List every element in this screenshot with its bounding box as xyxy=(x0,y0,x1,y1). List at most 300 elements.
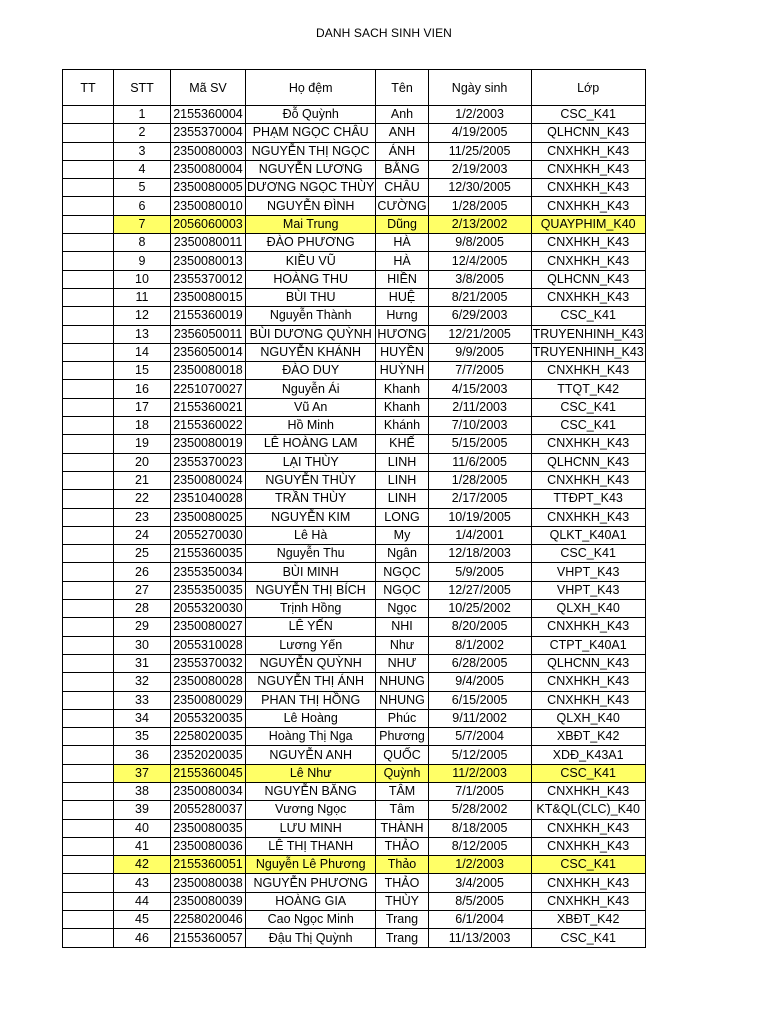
table-row xyxy=(63,654,646,672)
cell-masv: 2350080035 xyxy=(171,819,246,837)
cell-ngaysinh: 11/13/2003 xyxy=(428,929,531,947)
cell-masv: 2350080024 xyxy=(171,471,246,489)
cell-masv: 2350080005 xyxy=(171,179,246,197)
cell-masv: 2355350035 xyxy=(171,581,246,599)
cell-masv: 2350080011 xyxy=(171,234,246,252)
cell-ngaysinh: 6/29/2003 xyxy=(428,307,531,325)
cell-tt xyxy=(63,288,114,306)
cell-hodem: LẠI THÙY xyxy=(246,453,376,471)
cell-ten: LINH xyxy=(376,490,428,508)
cell-tt xyxy=(63,124,114,142)
table-row xyxy=(63,911,646,929)
cell-lop: CSC_K41 xyxy=(531,106,645,124)
cell-ten: ÁNH xyxy=(376,142,428,160)
cell-ngaysinh: 7/10/2003 xyxy=(428,417,531,435)
table-row xyxy=(63,929,646,947)
cell-ten: HÀ xyxy=(376,234,428,252)
cell-stt: 34 xyxy=(114,709,171,727)
page-title: DANH SACH SINH VIEN xyxy=(316,26,452,40)
cell-ten: THÙY xyxy=(376,892,428,910)
cell-ten: Ngọc xyxy=(376,600,428,618)
cell-masv: 2350080038 xyxy=(171,874,246,892)
cell-ngaysinh: 6/1/2004 xyxy=(428,911,531,929)
cell-ngaysinh: 9/9/2005 xyxy=(428,343,531,361)
cell-hodem: TRẦN THÙY xyxy=(246,490,376,508)
cell-hodem: NGUYỄN BĂNG xyxy=(246,782,376,800)
cell-lop: QLXH_K40 xyxy=(531,600,645,618)
cell-hodem: Lê Hoàng xyxy=(246,709,376,727)
table-row xyxy=(63,892,646,910)
cell-ten: Như xyxy=(376,636,428,654)
cell-ten: Khánh xyxy=(376,417,428,435)
cell-ten: Thảo xyxy=(376,856,428,874)
cell-masv: 2355370004 xyxy=(171,124,246,142)
cell-ngaysinh: 3/4/2005 xyxy=(428,874,531,892)
cell-masv: 2350080015 xyxy=(171,288,246,306)
cell-lop: CNXHKH_K43 xyxy=(531,160,645,178)
cell-lop: CNXHKH_K43 xyxy=(531,252,645,270)
cell-lop: XBĐT_K42 xyxy=(531,728,645,746)
table-row xyxy=(63,673,646,691)
table-row xyxy=(63,508,646,526)
cell-masv: 2356050011 xyxy=(171,325,246,343)
cell-masv: 2355370012 xyxy=(171,270,246,288)
cell-hodem: NGUYỄN ĐÌNH xyxy=(246,197,376,215)
table-row xyxy=(63,545,646,563)
cell-masv: 2055310028 xyxy=(171,636,246,654)
cell-ten: NHUNG xyxy=(376,691,428,709)
cell-lop: CNXHKH_K43 xyxy=(531,288,645,306)
header-masv: Mã SV xyxy=(171,70,246,106)
cell-hodem: HOÀNG THU xyxy=(246,270,376,288)
cell-hodem: LÊ YẾN xyxy=(246,618,376,636)
cell-masv: 2350080034 xyxy=(171,782,246,800)
table-row xyxy=(63,106,646,124)
cell-stt: 10 xyxy=(114,270,171,288)
cell-masv: 2350080018 xyxy=(171,362,246,380)
cell-ngaysinh: 12/18/2003 xyxy=(428,545,531,563)
cell-ngaysinh: 1/2/2003 xyxy=(428,106,531,124)
cell-ngaysinh: 10/19/2005 xyxy=(428,508,531,526)
table-row xyxy=(63,471,646,489)
cell-lop: CNXHKH_K43 xyxy=(531,874,645,892)
cell-stt: 9 xyxy=(114,252,171,270)
cell-stt: 30 xyxy=(114,636,171,654)
cell-stt: 25 xyxy=(114,545,171,563)
cell-stt: 18 xyxy=(114,417,171,435)
cell-masv: 2155360045 xyxy=(171,764,246,782)
cell-masv: 2350080003 xyxy=(171,142,246,160)
cell-stt: 42 xyxy=(114,856,171,874)
cell-masv: 2155360019 xyxy=(171,307,246,325)
cell-lop: CSC_K41 xyxy=(531,398,645,416)
cell-ten: Phúc xyxy=(376,709,428,727)
table-row xyxy=(63,746,646,764)
cell-hodem: Nguyễn Thành xyxy=(246,307,376,325)
cell-stt: 26 xyxy=(114,563,171,581)
table-row xyxy=(63,435,646,453)
cell-masv: 2352020035 xyxy=(171,746,246,764)
cell-ngaysinh: 5/12/2005 xyxy=(428,746,531,764)
cell-hodem: Lê Hà xyxy=(246,526,376,544)
cell-masv: 2155360021 xyxy=(171,398,246,416)
header-hodem: Họ đệm xyxy=(246,70,376,106)
cell-stt: 8 xyxy=(114,234,171,252)
cell-ten: TÂM xyxy=(376,782,428,800)
table-row xyxy=(63,215,646,233)
cell-masv: 2350080019 xyxy=(171,435,246,453)
cell-hodem: Cao Ngọc Minh xyxy=(246,911,376,929)
table-row xyxy=(63,856,646,874)
cell-masv: 2350080004 xyxy=(171,160,246,178)
cell-hodem: Nguyễn Thu xyxy=(246,545,376,563)
cell-ten: Ngân xyxy=(376,545,428,563)
cell-stt: 41 xyxy=(114,837,171,855)
cell-masv: 2350080039 xyxy=(171,892,246,910)
cell-stt: 4 xyxy=(114,160,171,178)
cell-lop: CNXHKH_K43 xyxy=(531,837,645,855)
cell-masv: 2055320030 xyxy=(171,600,246,618)
cell-masv: 2356050014 xyxy=(171,343,246,361)
cell-lop: CSC_K41 xyxy=(531,545,645,563)
cell-hodem: KIỀU VŨ xyxy=(246,252,376,270)
cell-tt xyxy=(63,179,114,197)
cell-ten: My xyxy=(376,526,428,544)
cell-lop: TRUYENHINH_K43 xyxy=(531,325,645,343)
cell-tt xyxy=(63,728,114,746)
cell-ten: Khanh xyxy=(376,380,428,398)
cell-hodem: BÙI MINH xyxy=(246,563,376,581)
cell-ten: NHI xyxy=(376,618,428,636)
cell-hodem: Nguyễn Lê Phương xyxy=(246,856,376,874)
cell-tt xyxy=(63,215,114,233)
cell-hodem: NGUYỄN THỊ NGỌC xyxy=(246,142,376,160)
table-row xyxy=(63,782,646,800)
cell-lop: CNXHKH_K43 xyxy=(531,435,645,453)
cell-masv: 2351040028 xyxy=(171,490,246,508)
cell-tt xyxy=(63,307,114,325)
table-row xyxy=(63,124,646,142)
cell-stt: 31 xyxy=(114,654,171,672)
cell-ten: HIỀN xyxy=(376,270,428,288)
cell-ngaysinh: 8/5/2005 xyxy=(428,892,531,910)
cell-tt xyxy=(63,545,114,563)
cell-hodem: Đậu Thị Quỳnh xyxy=(246,929,376,947)
cell-hodem: NGUYỄN PHƯƠNG xyxy=(246,874,376,892)
cell-masv: 2155360022 xyxy=(171,417,246,435)
cell-hodem: BÙI THU xyxy=(246,288,376,306)
cell-tt xyxy=(63,636,114,654)
cell-ten: Anh xyxy=(376,106,428,124)
cell-ten: HUỲNH xyxy=(376,362,428,380)
cell-ten: Trang xyxy=(376,929,428,947)
cell-hodem: Vương Ngọc xyxy=(246,801,376,819)
cell-ngaysinh: 6/28/2005 xyxy=(428,654,531,672)
table-row xyxy=(63,837,646,855)
cell-masv: 2350080027 xyxy=(171,618,246,636)
cell-ten: HUỆ xyxy=(376,288,428,306)
cell-ten: HƯƠNG xyxy=(376,325,428,343)
cell-ten: THÀNH xyxy=(376,819,428,837)
cell-ten: Hưng xyxy=(376,307,428,325)
cell-tt xyxy=(63,764,114,782)
cell-ngaysinh: 7/7/2005 xyxy=(428,362,531,380)
cell-stt: 37 xyxy=(114,764,171,782)
table-row xyxy=(63,819,646,837)
cell-tt xyxy=(63,234,114,252)
table-row xyxy=(63,490,646,508)
cell-hodem: Mai Trung xyxy=(246,215,376,233)
cell-lop: TTĐPT_K43 xyxy=(531,490,645,508)
cell-lop: CNXHKH_K43 xyxy=(531,179,645,197)
cell-ten: LINH xyxy=(376,471,428,489)
table-row xyxy=(63,453,646,471)
cell-lop: CSC_K41 xyxy=(531,856,645,874)
header-lop: Lớp xyxy=(531,70,645,106)
cell-hodem: ĐÀO PHƯƠNG xyxy=(246,234,376,252)
cell-ngaysinh: 8/18/2005 xyxy=(428,819,531,837)
table-row xyxy=(63,142,646,160)
cell-ngaysinh: 12/4/2005 xyxy=(428,252,531,270)
table-row xyxy=(63,636,646,654)
table-row xyxy=(63,307,646,325)
table-row xyxy=(63,600,646,618)
table-row xyxy=(63,343,646,361)
cell-ten: LONG xyxy=(376,508,428,526)
table-row xyxy=(63,380,646,398)
cell-ten: NHƯ xyxy=(376,654,428,672)
cell-hodem: NGUYỄN QUỲNH xyxy=(246,654,376,672)
cell-lop: CSC_K41 xyxy=(531,764,645,782)
cell-masv: 2258020035 xyxy=(171,728,246,746)
cell-tt xyxy=(63,581,114,599)
cell-stt: 13 xyxy=(114,325,171,343)
cell-masv: 2055280037 xyxy=(171,801,246,819)
cell-lop: VHPT_K43 xyxy=(531,581,645,599)
cell-tt xyxy=(63,709,114,727)
cell-ngaysinh: 10/25/2002 xyxy=(428,600,531,618)
cell-ngaysinh: 12/27/2005 xyxy=(428,581,531,599)
cell-tt xyxy=(63,362,114,380)
cell-tt xyxy=(63,270,114,288)
cell-ngaysinh: 2/13/2002 xyxy=(428,215,531,233)
cell-lop: CSC_K41 xyxy=(531,929,645,947)
cell-stt: 45 xyxy=(114,911,171,929)
cell-tt xyxy=(63,197,114,215)
cell-hodem: LÊ THỊ THANH xyxy=(246,837,376,855)
cell-masv: 2350080025 xyxy=(171,508,246,526)
cell-hodem: LƯU MINH xyxy=(246,819,376,837)
cell-masv: 2055270030 xyxy=(171,526,246,544)
cell-lop: CNXHKH_K43 xyxy=(531,892,645,910)
cell-hodem: LÊ HOÀNG LAM xyxy=(246,435,376,453)
cell-stt: 22 xyxy=(114,490,171,508)
cell-lop: KT&QL(CLC)_K40 xyxy=(531,801,645,819)
cell-lop: CSC_K41 xyxy=(531,307,645,325)
cell-stt: 1 xyxy=(114,106,171,124)
cell-ngaysinh: 9/8/2005 xyxy=(428,234,531,252)
cell-lop: CNXHKH_K43 xyxy=(531,508,645,526)
cell-ngaysinh: 1/28/2005 xyxy=(428,197,531,215)
cell-ngaysinh: 11/25/2005 xyxy=(428,142,531,160)
cell-hodem: NGUYỄN KHÁNH xyxy=(246,343,376,361)
cell-tt xyxy=(63,435,114,453)
cell-ngaysinh: 4/19/2005 xyxy=(428,124,531,142)
cell-tt xyxy=(63,673,114,691)
cell-lop: XDĐ_K43A1 xyxy=(531,746,645,764)
cell-lop: QLXH_K40 xyxy=(531,709,645,727)
cell-tt xyxy=(63,837,114,855)
cell-tt xyxy=(63,801,114,819)
cell-ten: NHUNG xyxy=(376,673,428,691)
cell-lop: CNXHKH_K43 xyxy=(531,673,645,691)
cell-stt: 39 xyxy=(114,801,171,819)
cell-tt xyxy=(63,856,114,874)
cell-masv: 2155360051 xyxy=(171,856,246,874)
cell-masv: 2155360035 xyxy=(171,545,246,563)
cell-hodem: Lương Yến xyxy=(246,636,376,654)
cell-hodem: Hồ Minh xyxy=(246,417,376,435)
cell-tt xyxy=(63,911,114,929)
cell-tt xyxy=(63,471,114,489)
cell-ten: LINH xyxy=(376,453,428,471)
cell-hodem: PHẠM NGỌC CHÂU xyxy=(246,124,376,142)
cell-ngaysinh: 8/21/2005 xyxy=(428,288,531,306)
cell-lop: QLHCNN_K43 xyxy=(531,654,645,672)
cell-stt: 40 xyxy=(114,819,171,837)
cell-ngaysinh: 11/2/2003 xyxy=(428,764,531,782)
cell-tt xyxy=(63,600,114,618)
table-row xyxy=(63,417,646,435)
cell-lop: TRUYENHINH_K43 xyxy=(531,343,645,361)
cell-hodem: NGUYỄN ANH xyxy=(246,746,376,764)
cell-stt: 17 xyxy=(114,398,171,416)
cell-hodem: DƯƠNG NGỌC THÙY xyxy=(246,179,376,197)
cell-stt: 2 xyxy=(114,124,171,142)
cell-stt: 35 xyxy=(114,728,171,746)
cell-stt: 6 xyxy=(114,197,171,215)
cell-lop: VHPT_K43 xyxy=(531,563,645,581)
cell-hodem: Lê Như xyxy=(246,764,376,782)
cell-ten: CHÂU xyxy=(376,179,428,197)
cell-ten: QUỐC xyxy=(376,746,428,764)
cell-masv: 2350080013 xyxy=(171,252,246,270)
cell-tt xyxy=(63,252,114,270)
cell-ngaysinh: 3/8/2005 xyxy=(428,270,531,288)
cell-lop: QLHCNN_K43 xyxy=(531,270,645,288)
cell-tt xyxy=(63,654,114,672)
table-row xyxy=(63,362,646,380)
cell-ngaysinh: 9/11/2002 xyxy=(428,709,531,727)
cell-hodem: BÙI DƯƠNG QUỲNH xyxy=(246,325,376,343)
cell-masv: 2055320035 xyxy=(171,709,246,727)
cell-ten: ANH xyxy=(376,124,428,142)
cell-hodem: PHAN THỊ HỒNG xyxy=(246,691,376,709)
cell-masv: 2155360004 xyxy=(171,106,246,124)
cell-ngaysinh: 2/19/2003 xyxy=(428,160,531,178)
cell-ten: THẢO xyxy=(376,837,428,855)
cell-hodem: NGUYỄN THÙY xyxy=(246,471,376,489)
cell-ngaysinh: 2/17/2005 xyxy=(428,490,531,508)
cell-ten: KHẾ xyxy=(376,435,428,453)
cell-hodem: Nguyễn Ái xyxy=(246,380,376,398)
cell-lop: QLHCNN_K43 xyxy=(531,124,645,142)
cell-lop: CNXHKH_K43 xyxy=(531,691,645,709)
table-row xyxy=(63,563,646,581)
table-row xyxy=(63,197,646,215)
cell-ngaysinh: 8/20/2005 xyxy=(428,618,531,636)
cell-hodem: NGUYỄN THỊ BÍCH xyxy=(246,581,376,599)
cell-hodem: NGUYỄN THỊ ÁNH xyxy=(246,673,376,691)
table-row xyxy=(63,709,646,727)
cell-lop: CNXHKH_K43 xyxy=(531,362,645,380)
table-row xyxy=(63,691,646,709)
cell-masv: 2350080036 xyxy=(171,837,246,855)
cell-stt: 27 xyxy=(114,581,171,599)
cell-tt xyxy=(63,508,114,526)
table-row xyxy=(63,234,646,252)
cell-stt: 14 xyxy=(114,343,171,361)
cell-stt: 43 xyxy=(114,874,171,892)
cell-ten: NGỌC xyxy=(376,581,428,599)
table-row xyxy=(63,618,646,636)
cell-ten: HUYỀN xyxy=(376,343,428,361)
cell-ngaysinh: 11/6/2005 xyxy=(428,453,531,471)
cell-tt xyxy=(63,325,114,343)
table-row xyxy=(63,874,646,892)
cell-lop: CNXHKH_K43 xyxy=(531,618,645,636)
cell-tt xyxy=(63,380,114,398)
cell-ngaysinh: 6/15/2005 xyxy=(428,691,531,709)
cell-ngaysinh: 5/15/2005 xyxy=(428,435,531,453)
cell-stt: 28 xyxy=(114,600,171,618)
cell-stt: 19 xyxy=(114,435,171,453)
cell-tt xyxy=(63,819,114,837)
table-row xyxy=(63,764,646,782)
cell-masv: 2155360057 xyxy=(171,929,246,947)
cell-ngaysinh: 5/9/2005 xyxy=(428,563,531,581)
cell-masv: 2056060003 xyxy=(171,215,246,233)
cell-stt: 15 xyxy=(114,362,171,380)
cell-lop: CSC_K41 xyxy=(531,417,645,435)
cell-tt xyxy=(63,526,114,544)
table-row xyxy=(63,160,646,178)
cell-hodem: NGUYỄN LƯƠNG xyxy=(246,160,376,178)
cell-ngaysinh: 5/28/2002 xyxy=(428,801,531,819)
cell-ten: HÀ xyxy=(376,252,428,270)
cell-masv: 2355370023 xyxy=(171,453,246,471)
table-row xyxy=(63,325,646,343)
cell-ngaysinh: 7/1/2005 xyxy=(428,782,531,800)
cell-lop: CNXHKH_K43 xyxy=(531,819,645,837)
header-tt: TT xyxy=(63,70,114,106)
cell-ngaysinh: 5/7/2004 xyxy=(428,728,531,746)
cell-ngaysinh: 9/4/2005 xyxy=(428,673,531,691)
cell-stt: 5 xyxy=(114,179,171,197)
cell-hodem: Hoàng Thị Nga xyxy=(246,728,376,746)
cell-lop: CNXHKH_K43 xyxy=(531,234,645,252)
cell-hodem: Trịnh Hồng xyxy=(246,600,376,618)
cell-stt: 11 xyxy=(114,288,171,306)
cell-tt xyxy=(63,691,114,709)
cell-tt xyxy=(63,746,114,764)
cell-masv: 2355350034 xyxy=(171,563,246,581)
cell-ten: BẰNG xyxy=(376,160,428,178)
cell-ngaysinh: 12/21/2005 xyxy=(428,325,531,343)
cell-stt: 38 xyxy=(114,782,171,800)
table-row xyxy=(63,398,646,416)
cell-ngaysinh: 8/12/2005 xyxy=(428,837,531,855)
